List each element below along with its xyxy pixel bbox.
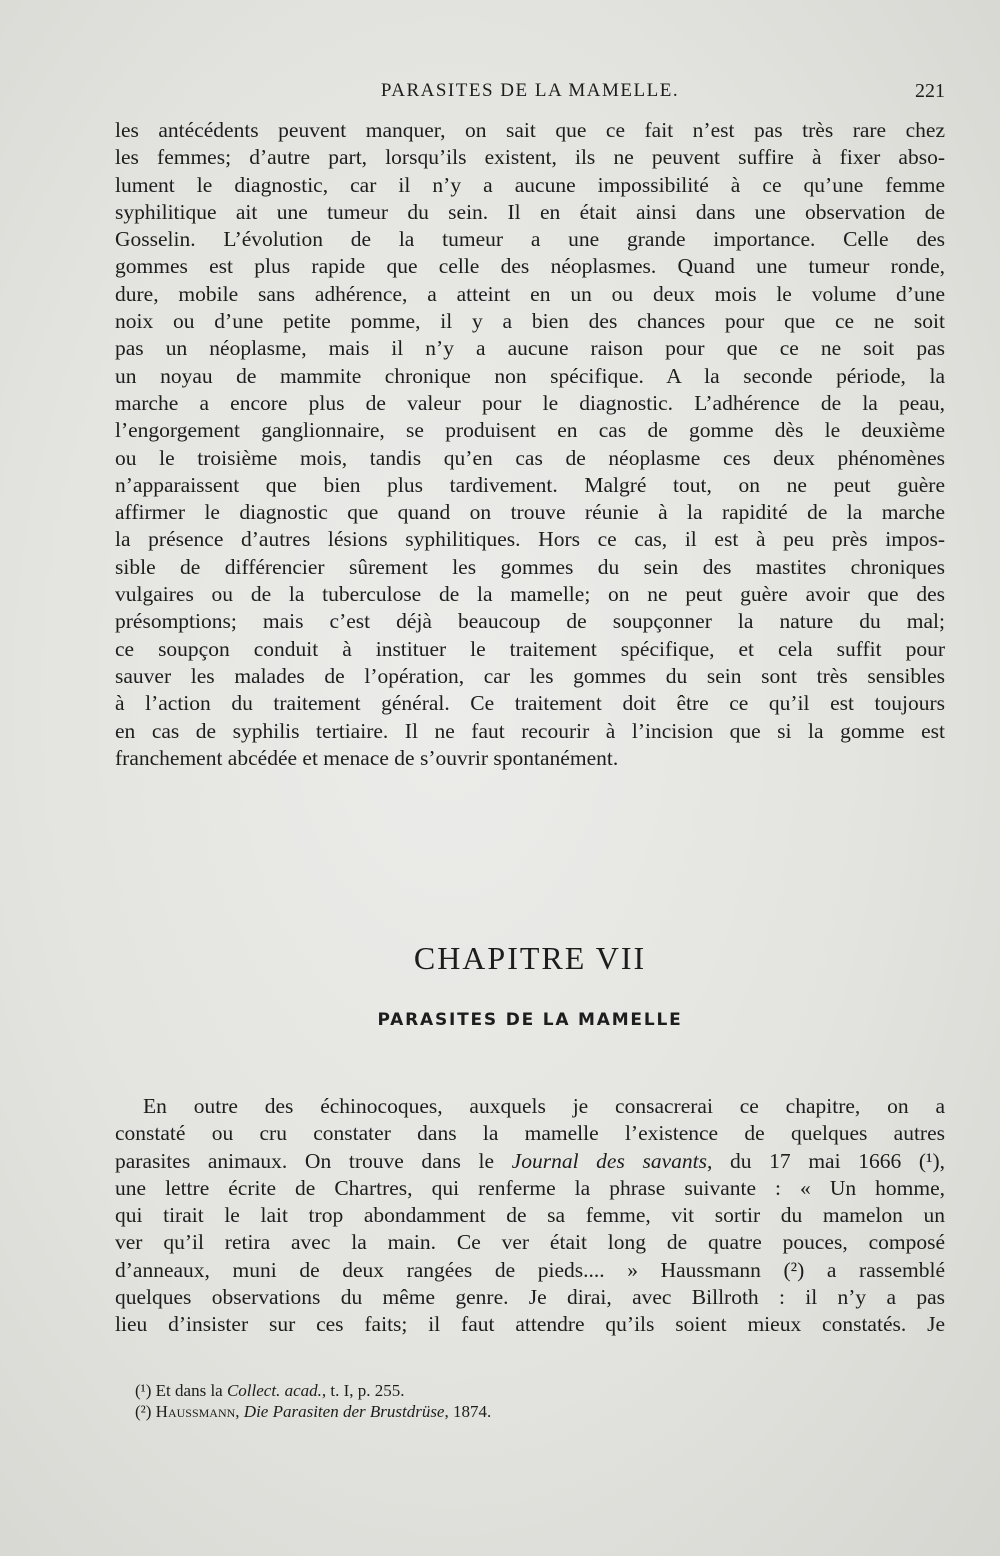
text-line: vulgaires ou de la tuberculose de la mamelle; on ne peut guère avoir que des (115, 582, 945, 607)
footnotes (135, 1380, 935, 1422)
text-line: pas un néoplasme, mais il n’y a aucune raison pour que ce ne soit pas (115, 336, 945, 361)
footnote-mark: (¹) (135, 1381, 152, 1400)
text-line: lieu d’insister sur ces faits; il faut attendre qu’ils soient mieux constatés. Je (115, 1312, 945, 1337)
text-line: constaté ou cru constater dans la mamelle l’existence de quelques autres (115, 1121, 945, 1146)
text-line: quelques observations du même genre. Je dirai, avec Billroth : il n’y a pas (115, 1285, 945, 1310)
citation-title: Die Parasiten der Brustdrüse (243, 1402, 445, 1421)
chapter-subtitle: PARASITES DE LA MAMELLE (377, 1010, 683, 1030)
text-run: , du 17 mai 1666 (¹), (707, 1148, 945, 1173)
text-run: , (235, 1402, 244, 1421)
text-line: affirmer le diagnostic que quand on trouve réunie à la rapidité de la marche (115, 500, 945, 525)
text-line: en cas de syphilis tertiaire. Il ne faut recourir à l’incision que si la gomme est (115, 718, 945, 743)
text-line (115, 1148, 945, 1175)
text-run: , t. I, p. 255. (321, 1381, 405, 1400)
text-line: d’anneaux, muni de deux rangées de pieds.... » Haussmann (²) a rassemblé (115, 1257, 945, 1282)
text-line: présomptions; mais c’est déjà beaucoup de soupçonner la nature du mal; (115, 609, 945, 634)
body-paragraph-2 (115, 1093, 945, 1339)
page-number: 221 (915, 80, 945, 102)
text-line: les femmes; d’autre part, lorsqu’ils existent, ils ne peuvent suffire à fixer abso- (115, 145, 945, 170)
text-line: noix ou d’une petite pomme, il y a bien des chances pour que ce ne soit (115, 309, 945, 334)
text-line: une lettre écrite de Chartres, qui renferme la phrase suivante : « Un homme, (115, 1175, 945, 1200)
text-line: ce soupçon conduit à instituer le traitement spécifique, et cela suffit pour (115, 636, 945, 661)
body-paragraph-1 (115, 117, 945, 772)
text-line: franchement abcédée et menace de s’ouvrir spontanément. (115, 745, 619, 770)
text-run: Et dans la (151, 1381, 227, 1400)
chapter-title: CHAPITRE VII (413, 940, 647, 976)
text-line: En outre des échinocoques, auxquels je consacrerai ce chapitre, on a (143, 1094, 945, 1118)
running-head (115, 80, 945, 110)
text-line: dure, mobile sans adhérence, a atteint en un ou deux mois le volume d’une (115, 281, 945, 306)
text-line: qui tirait le lait trop abondamment de sa femme, vit sortir du mamelon un (115, 1203, 945, 1228)
text-line: marche a encore plus de valeur pour le diagnostic. L’adhérence de la peau, (115, 390, 945, 415)
footnote-1 (135, 1380, 935, 1401)
text-line: Gosselin. L’évolution de la tumeur a une grande importance. Celle des (115, 227, 945, 252)
text-line: sauver les malades de l’opération, car les gommes du sein sont très sensibles (115, 663, 945, 688)
footnote-mark: (²) (135, 1402, 152, 1421)
running-title: PARASITES DE LA MAMELLE. (380, 80, 680, 101)
text-line: un noyau de mammite chronique non spécifique. A la seconde période, la (115, 363, 945, 388)
citation-title: Collect. acad. (226, 1381, 322, 1400)
text-line: syphilitique ait une tumeur du sein. Il en était ainsi dans une observation de (115, 199, 945, 224)
text-line: la présence d’autres lésions syphilitiques. Hors ce cas, il est à peu près impos- (115, 527, 945, 552)
text-line: ou le troisième mois, tandis qu’en cas de néoplasme ces deux phénomènes (115, 445, 945, 470)
text-run: parasites animaux. On trouve dans le (115, 1148, 512, 1173)
text-line: à l’action du traitement général. Ce traitement doit être ce qu’il est toujours (115, 691, 945, 716)
footnote-2 (135, 1401, 935, 1422)
text-line: gommes est plus rapide que celle des néoplasmes. Quand une tumeur ronde, (115, 254, 945, 279)
text-run: , 1874. (444, 1402, 492, 1421)
journal-title: Journal des savants (511, 1148, 707, 1173)
author-name: Haussmann (155, 1402, 236, 1421)
text-line: n’apparaissent que bien plus tardivement. Malgré tout, on ne peut guère (115, 472, 945, 497)
text-line: sible de différencier sûrement les gommes du sein des mastites chroniques (115, 554, 945, 579)
text-line: ver qu’il retira avec la main. Ce ver était long de quatre pouces, composé (115, 1230, 945, 1255)
text-line: lument le diagnostic, car il n’y a aucune impossibilité à ce qu’une femme (115, 172, 945, 197)
text-line: les antécédents peuvent manquer, on sait que ce fait n’est pas très rare chez (115, 118, 945, 142)
text-line: l’engorgement ganglionnaire, se produisent en cas de gomme dès le deuxième (115, 418, 945, 443)
